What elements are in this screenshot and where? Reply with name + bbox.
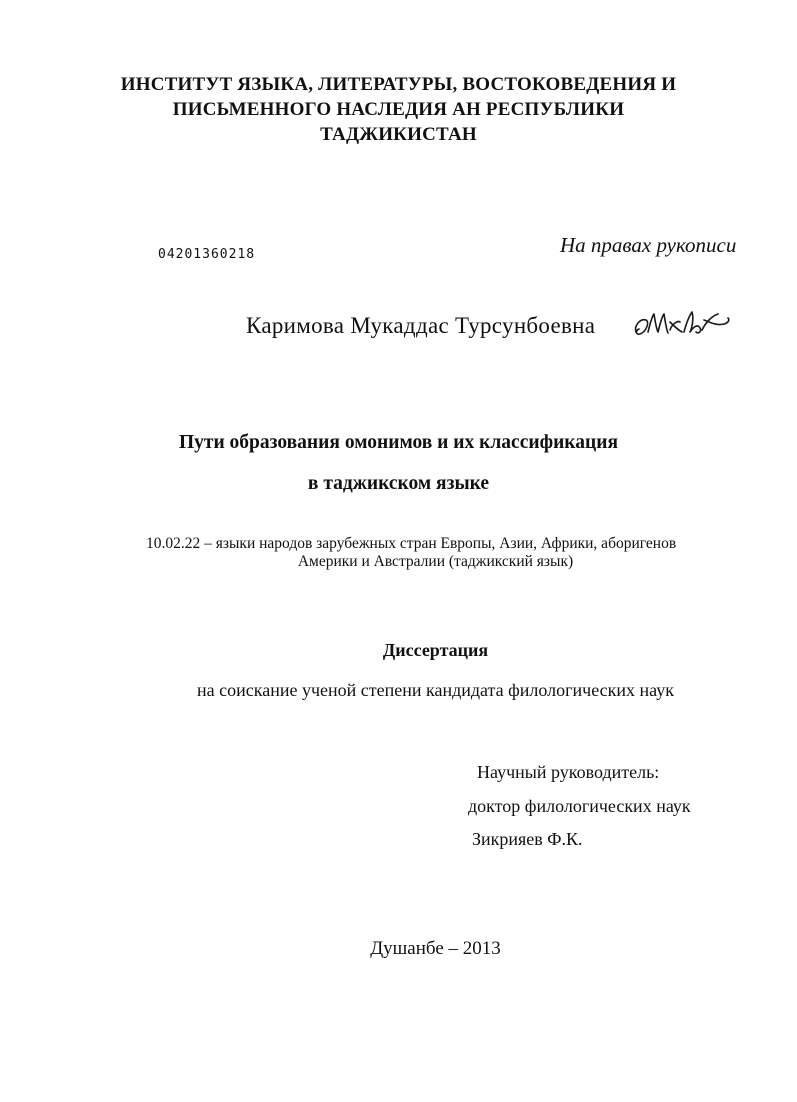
institute-line-2: ПИСЬМЕННОГО НАСЛЕДИЯ АН РЕСПУБЛИКИ [172,99,625,120]
document-type: Диссертация [382,640,489,660]
specialty-code-line-2: Америки и Австралии (таджикский язык) [297,553,574,570]
supervisor-degree: доктор филологических наук [468,796,691,816]
handwritten-signature [632,302,732,340]
specialty-code-line-1: 10.02.22 – языки народов зарубежных стран Европы, Азии, Африки, аборигенов [146,535,677,552]
institute-header [0,72,797,147]
supervisor-name: Зикрияев Ф.К. [472,829,583,849]
author-name: Каримова Мукаддас Турсунбоевна [246,313,596,338]
manuscript-note: На правах рукописи [560,233,737,257]
institute-line-3: ТАДЖИКИСТАН [320,124,477,145]
dissertation-title-line-1: Пути образования омонимов и их классификация [178,432,619,453]
place-and-year: Душанбе – 2013 [370,938,501,959]
supervisor-label: Научный руководитель: [477,762,660,782]
dissertation-title-line-2: в таджикском языке [307,473,490,494]
institute-line-1: ИНСТИТУТ ЯЗЫКА, ЛИТЕРАТУРЫ, ВОСТОКОВЕДЕНИЯ И [120,74,677,95]
document-number: 04201360218 [158,247,256,262]
degree-statement: на соискание ученой степени кандидата филологических наук [197,680,674,700]
